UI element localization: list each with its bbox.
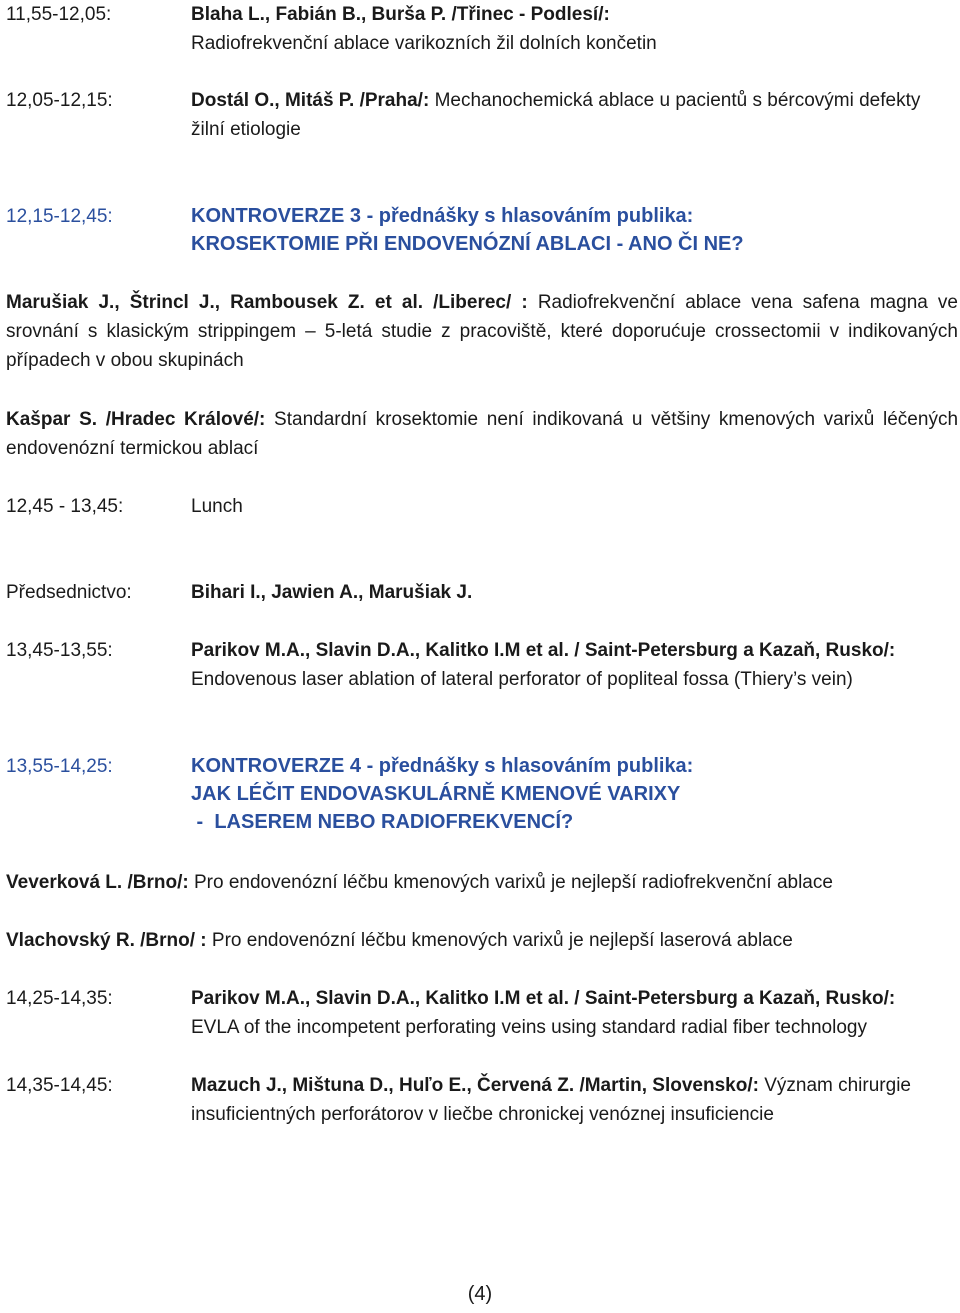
- talk-title: Radiofrekvenční ablace vena safena magna ve srovnání s klasickým strippingem – 5-letá studie z pracoviště, které doporućuje crossectomii v indikovaných případech v obou skupinách: [6, 292, 958, 371]
- time-slot: 12,15-12,45:: [6, 206, 113, 227]
- program-entry: [6, 492, 958, 521]
- talk-title: Pro endovenózní léčbu kmenových varixů je nejlepší radiofrekvenční ablace: [193, 872, 833, 893]
- talk-authors: Vlachovský R. /Brno/ :: [6, 930, 207, 951]
- time-slot: 11,55-12,05:: [6, 4, 112, 25]
- program-entry: [6, 1071, 958, 1129]
- session-entry: [6, 202, 958, 258]
- talk-entry: [6, 926, 958, 955]
- session-topic: KROSEKTOMIE PŘI ENDOVENÓZNÍ ABLACI - ANO ČI NE?: [191, 233, 744, 255]
- talk-authors: Dostál O., Mitáš P. /Praha/:: [191, 90, 430, 111]
- program-entry: [6, 984, 958, 1042]
- program-entry: [6, 86, 958, 144]
- talk-title: EVLA of the incompetent perforating veins using standard radial fiber technology: [191, 1017, 867, 1038]
- talk-authors: Veverková L. /Brno/:: [6, 872, 189, 893]
- chairs-entry: [6, 578, 958, 607]
- page-number: (4): [467, 1283, 493, 1305]
- time-slot: 12,45 - 13,45:: [6, 496, 124, 517]
- talk-authors: Blaha L., Fabián B., Burša P. /Třinec - Podlesí/:: [191, 4, 610, 25]
- program-entry: [6, 636, 958, 694]
- time-slot: 14,35-14,45:: [6, 1075, 113, 1096]
- break-label: Lunch: [191, 496, 243, 517]
- talk-authors: Mazuch J., Mištuna D., Huľo E., Červená Z. /Martin, Slovensko/:: [191, 1075, 759, 1096]
- talk-entry: [6, 405, 958, 463]
- time-slot: 13,55-14,25:: [6, 756, 113, 777]
- talk-authors: Parikov M.A., Slavin D.A., Kalitko I.M et al. / Saint-Petersburg a Kazaň, Rusko/:: [191, 640, 896, 661]
- chairs-names: Bihari I., Jawien A., Marušiak J.: [191, 582, 473, 603]
- talk-title: Endovenous laser ablation of lateral perforator of popliteal fossa (Thiery’s vein): [191, 669, 853, 690]
- program-entry: [6, 0, 958, 58]
- talk-title: Význam chirurgie insuficientných perforátorov v liečbe chronickej venóznej insuficiencie: [191, 1075, 911, 1125]
- session-heading: KONTROVERZE 4 - přednášky s hlasováním publika:: [191, 755, 694, 777]
- time-slot: 13,45-13,55:: [6, 640, 113, 661]
- talk-title: Mechanochemická ablace u pacientů s bércovými defekty žilní etiologie: [191, 90, 921, 140]
- talk-title: Standardní krosektomie není indikovaná u většiny kmenových varixů léčených endovenózní termickou ablací: [6, 409, 959, 459]
- chairs-label: Předsednictvo:: [6, 582, 132, 603]
- session-heading: KONTROVERZE 3 - přednášky s hlasováním publika:: [191, 205, 694, 227]
- talk-title: Radiofrekvenční ablace varikozních žil dolních končetin: [191, 33, 657, 54]
- time-slot: 14,25-14,35:: [6, 988, 113, 1009]
- talk-title: Pro endovenózní léčbu kmenových varixů je nejlepší laserová ablace: [211, 930, 793, 951]
- session-topic: JAK LÉČIT ENDOVASKULÁRNĚ KMENOVÉ VARIXY: [191, 783, 681, 805]
- time-slot: 12,05-12,15:: [6, 90, 113, 111]
- talk-authors: Kašpar S. /Hradec Králové/:: [6, 409, 266, 430]
- talk-authors: Parikov M.A., Slavin D.A., Kalitko I.M et al. / Saint-Petersburg a Kazaň, Rusko/:: [191, 988, 896, 1009]
- talk-authors: Marušiak J., Štrincl J., Rambousek Z. et al. /Liberec/ :: [6, 292, 528, 313]
- talk-entry: [6, 868, 958, 897]
- session-topic-alt: - LASEREM NEBO RADIOFREKVENCÍ?: [191, 811, 574, 833]
- talk-entry: [6, 288, 958, 375]
- session-entry: [6, 752, 958, 836]
